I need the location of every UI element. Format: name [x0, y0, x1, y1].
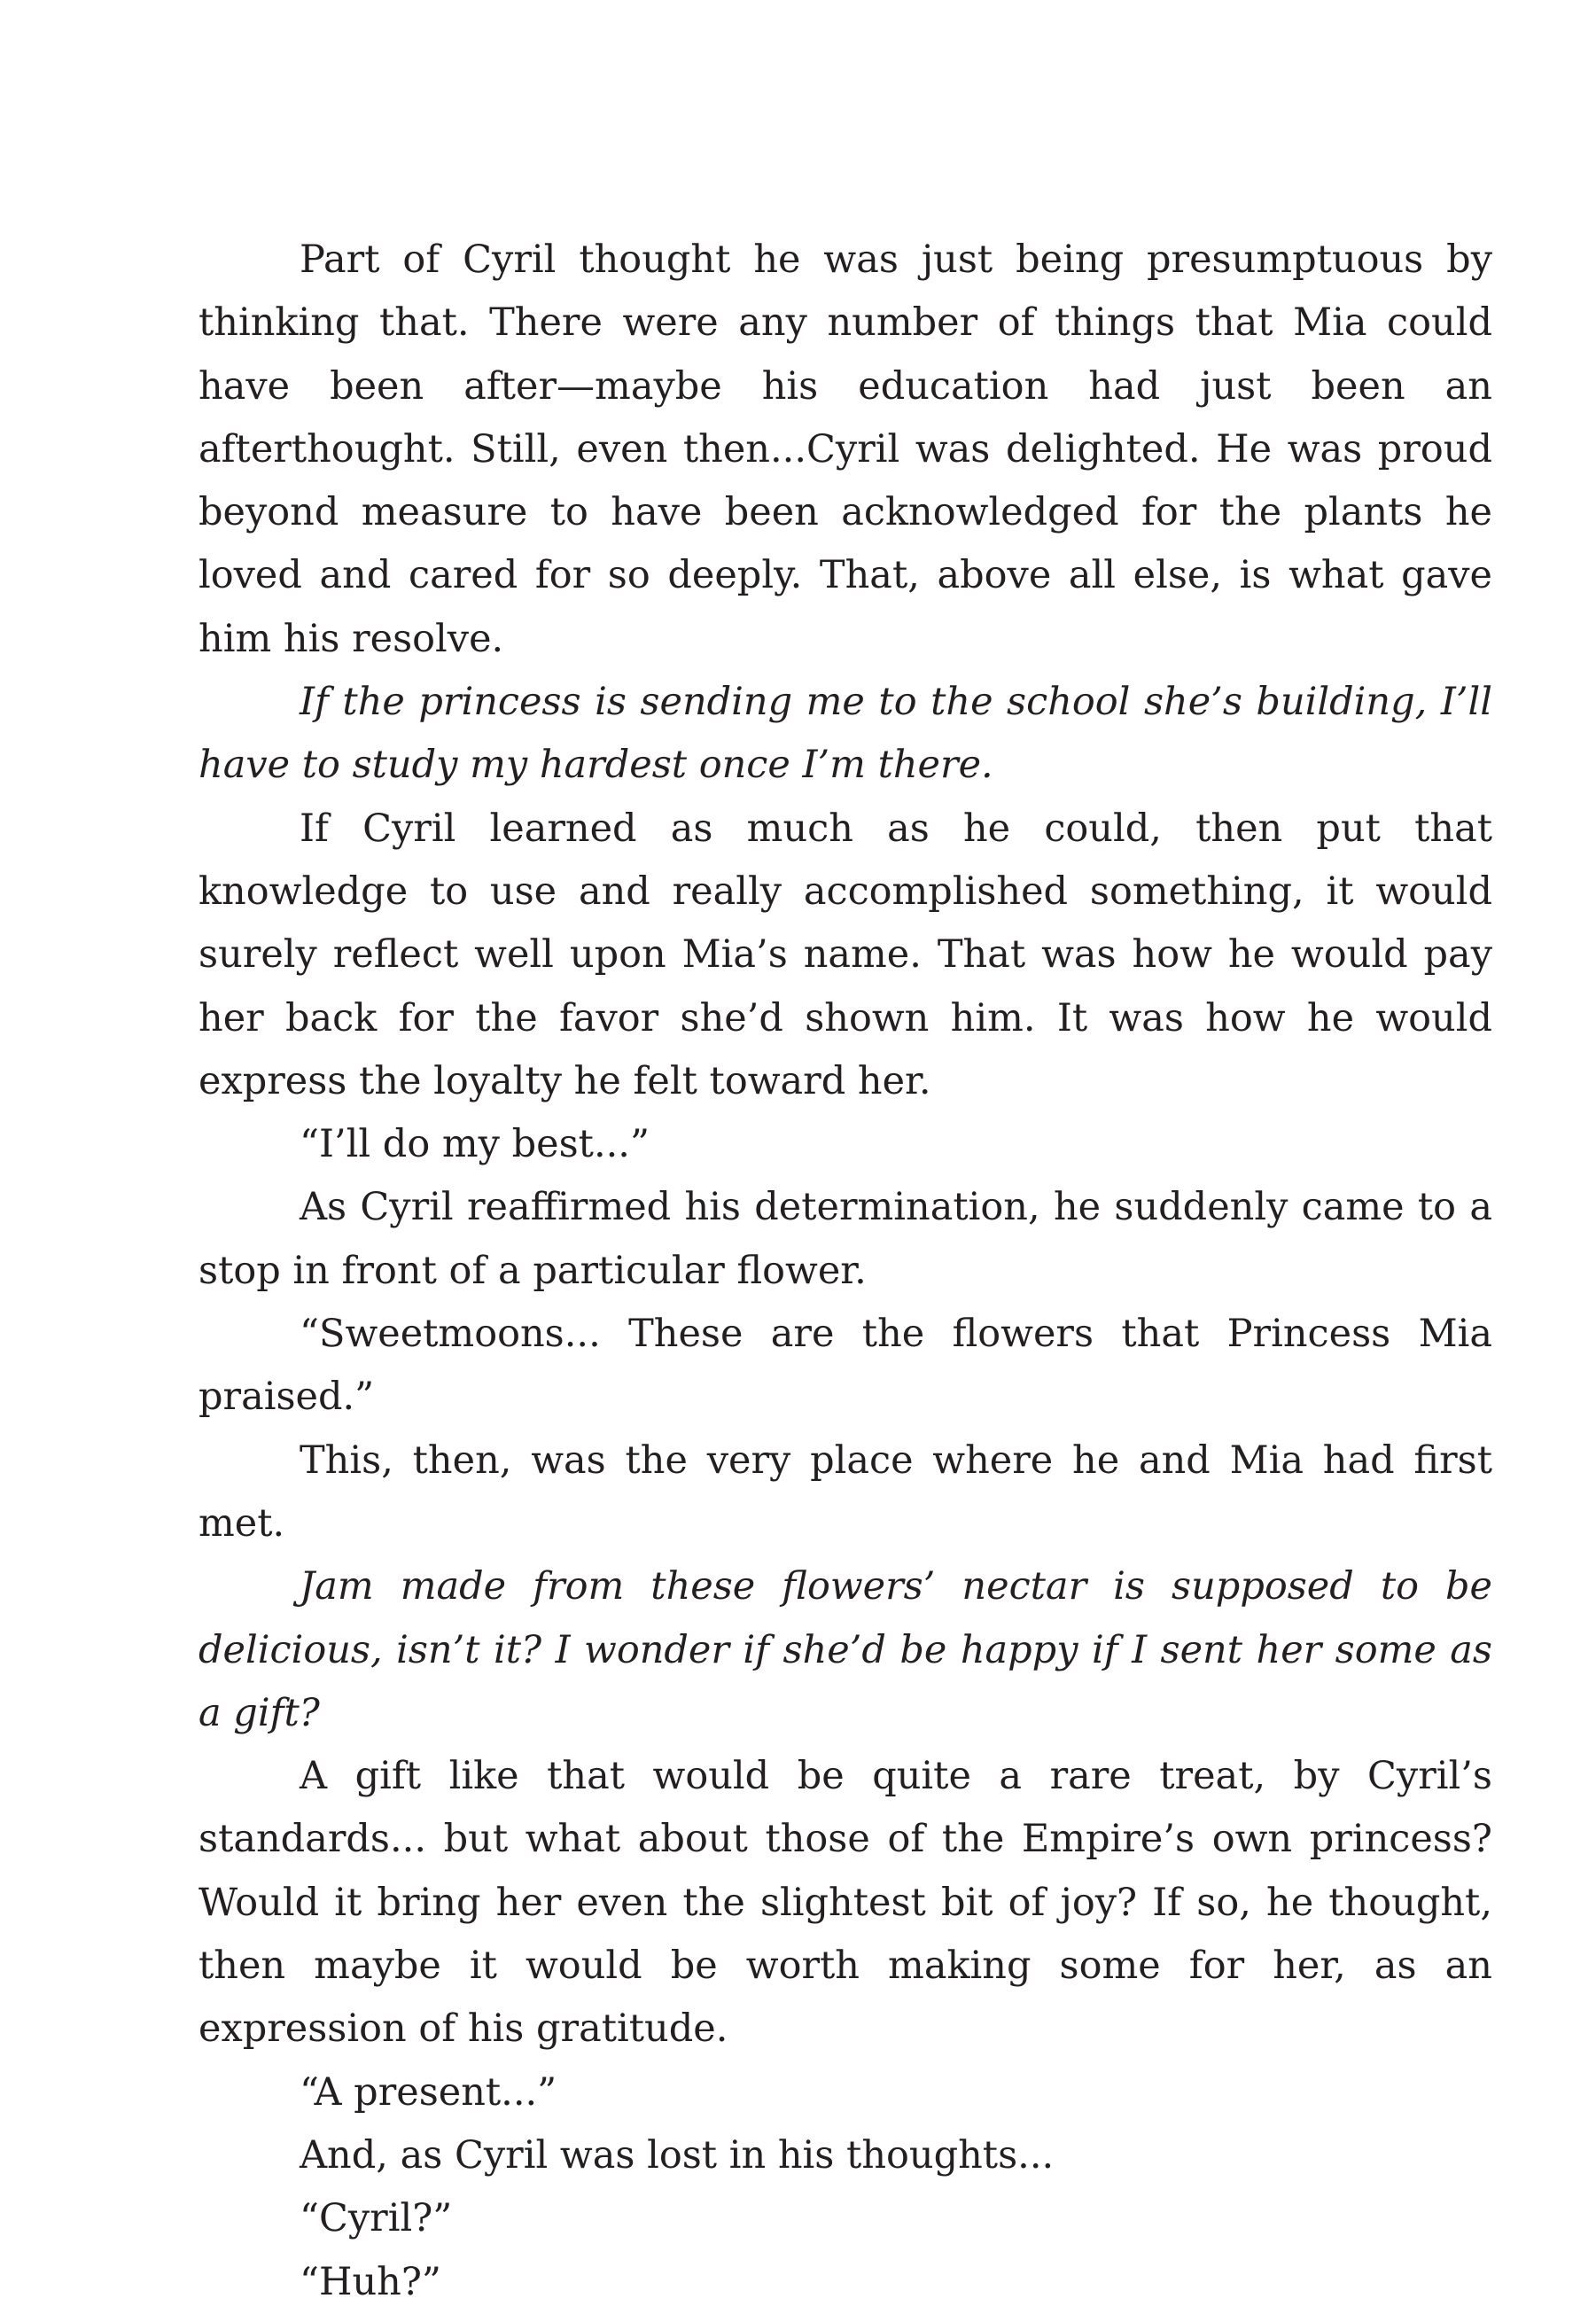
paragraph-thought: Jam made from these flowers’ nectar is supposed to be delicious, isn’t it? I wonder if she’d be happy if I sent her some as a gift?	[199, 1564, 1492, 1735]
paragraph: If Cyril learned as much as he could, then put that knowledge to use and really accomplished something, it would surely reflect well upon Mia’s name. That was how he would pay her back for the favor she’d shown him. It was how he would express the loyalty he felt toward her.	[199, 806, 1492, 1103]
paragraph-dialogue: “Huh?”	[300, 2259, 441, 2304]
page-body-text	[199, 229, 1492, 2314]
paragraph: As Cyril reaffirmed his determination, he suddenly came to a stop in front of a particular flower.	[199, 1185, 1492, 1293]
paragraph-dialogue: “Cyril?”	[300, 2196, 453, 2241]
paragraph: A gift like that would be quite a rare treat, by Cyril’s standards... but what about those of the Empire’s own princess? Would it bring her even the slightest bit of joy? If so, he thought, then maybe it would be worth making some for her, as an expression of his gratitude.	[199, 1754, 1492, 2052]
paragraph-dialogue: “A present...”	[300, 2069, 557, 2115]
paragraph: Part of Cyril thought he was just being presumptuous by thinking that. There were any number of things that Mia could have been after—maybe his education had just been an afterthought. Still, even then...Cyril was delighted. He was proud beyond measure to have been acknowledged for the plants he loved and cared for so deeply. That, above all else, is what gave him his resolve.	[199, 238, 1492, 661]
paragraph-dialogue: “I’ll do my best...”	[300, 1122, 650, 1167]
paragraph: And, as Cyril was lost in his thoughts...	[300, 2132, 1055, 2178]
paragraph-thought: If the princess is sending me to the school she’s building, I’ll have to study my hardest once I’m there.	[199, 680, 1492, 788]
paragraph-dialogue: “Sweetmoons... These are the flowers that Princess Mia praised.”	[199, 1312, 1492, 1420]
paragraph: This, then, was the very place where he and Mia had first met.	[199, 1437, 1492, 1546]
